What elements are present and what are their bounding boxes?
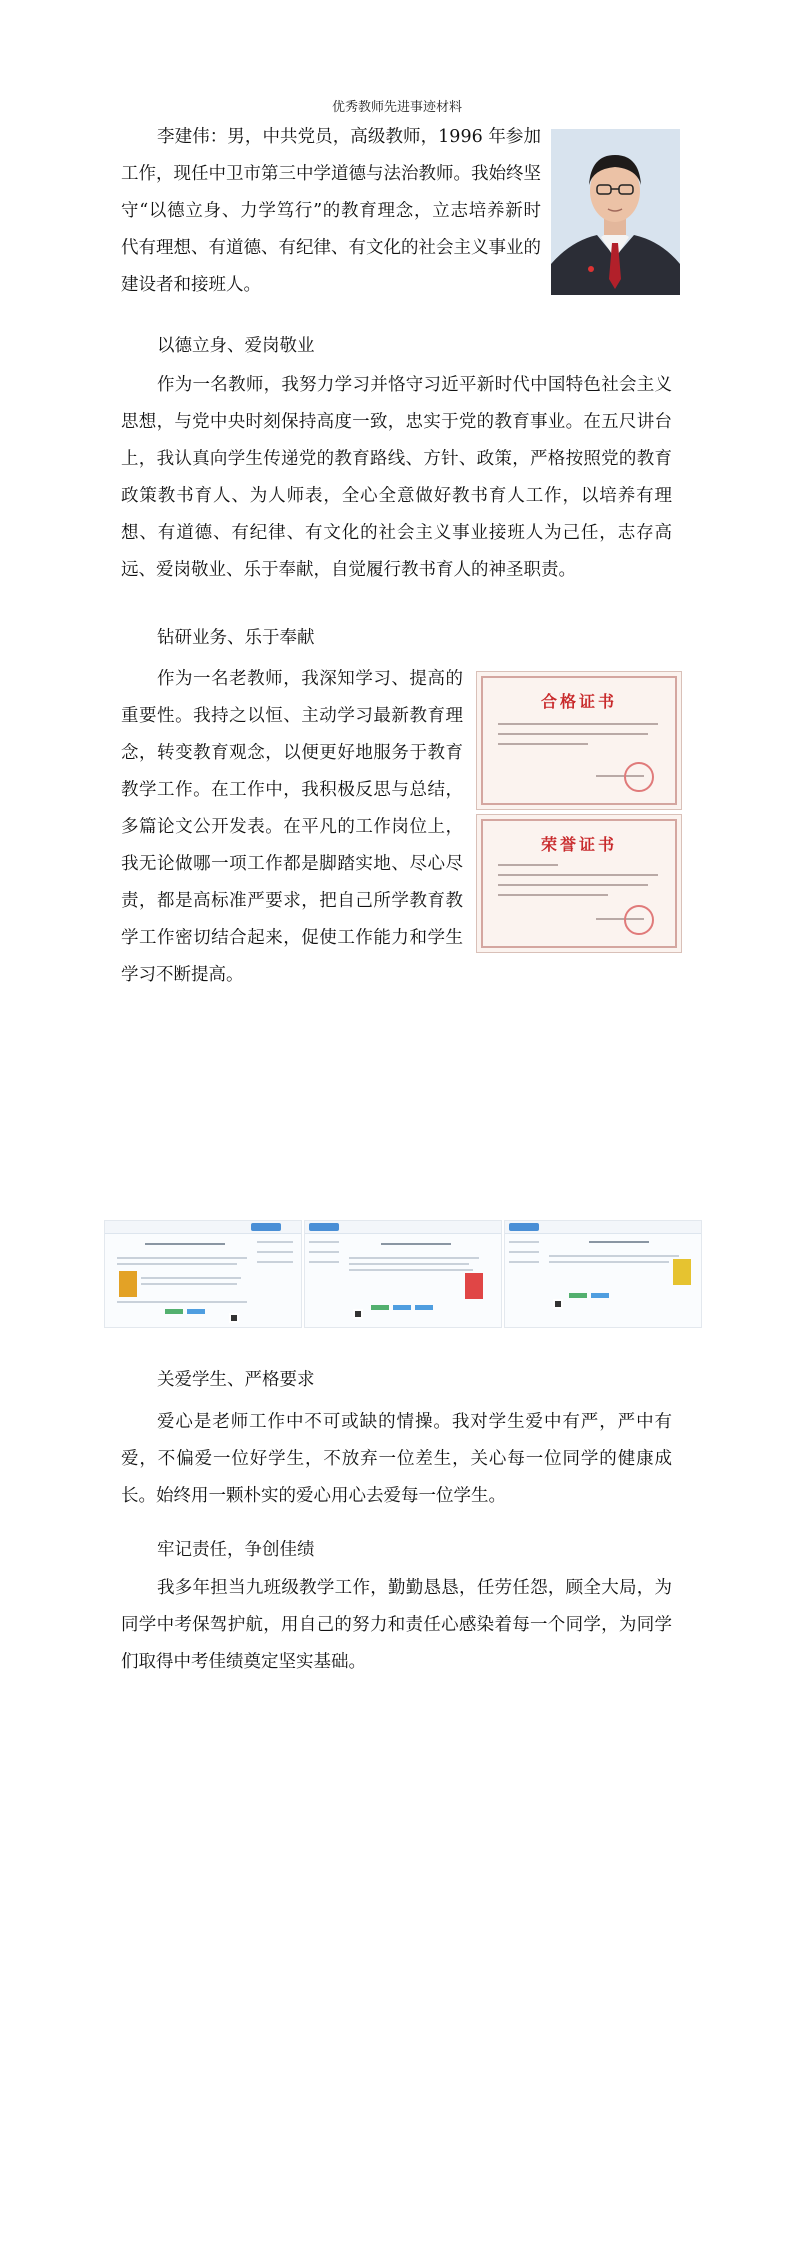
section-heading-4: 牢记责任，争创佳绩 [157, 1540, 315, 1560]
portrait-photo [551, 129, 680, 295]
certificate-images [476, 671, 682, 953]
publication-screenshot-1 [104, 1220, 302, 1328]
certificate-qualification [476, 671, 682, 810]
page-title: 优秀教师先进事迹材料 [331, 100, 462, 115]
intro-paragraph: 李建伟：男，中共党员，高级教师，1996 年参加工作，现任中卫市第三中学道德与法治教师。我始终坚守“以德立身、力学笃行”的教育理念，立志培养新时代有理想、有道德、有纪律、有文化的社会主义事业的建设者和接班人。 [121, 127, 541, 295]
section-heading-3: 关爱学生、严格要求 [157, 1370, 315, 1390]
publication-screenshots [104, 1220, 700, 1326]
section-body-3: 爱心是老师工作中不可或缺的情操。我对学生爱中有严，严中有爱，不偏爱一位好学生，不放弃一位差生，关心每一位同学的健康成长。始终用一颗朴实的爱心用心去爱每一位学生。 [121, 1412, 672, 1506]
publication-screenshot-2 [304, 1220, 502, 1328]
publication-screenshot-3 [504, 1220, 702, 1328]
certificate-title: 荣誉证书 [540, 835, 617, 854]
section-heading-2: 钻研业务、乐于奉献 [157, 628, 315, 648]
section-body-4: 我多年担当九班级教学工作，勤勤恳恳，任劳任怨，顾全大局，为同学中考保驾护航，用自己的努力和责任心感染着每一个同学，为同学们取得中考佳绩奠定坚实基础。 [121, 1578, 672, 1672]
certificate-title: 合格证书 [540, 692, 617, 711]
section-body-2: 作为一名老教师，我深知学习、提高的重要性。我持之以恒、主动学习最新教育理念，转变教育观念，以便更好地服务于教育教学工作。在工作中，我积极反思与总结，多篇论文公开发表。在平凡的工作岗位上，我无论做哪一项工作都是脚踏实地、尽心尽责，都是高标准严要求，把自己所学教育教学工作密切结合起来，促使工作能力和学生学习不断提高。 [121, 669, 463, 985]
seal-icon [624, 905, 654, 935]
certificate-honor [476, 814, 682, 953]
seal-icon [624, 762, 654, 792]
section-heading-1: 以德立身、爱岗敬业 [157, 336, 315, 356]
section-body-1: 作为一名教师，我努力学习并恪守习近平新时代中国特色社会主义思想，与党中央时刻保持高度一致，忠实于党的教育事业。在五尺讲台上，我认真向学生传递党的教育路线、方针、政策，严格按照党的教育政策教书育人、为人师表，全心全意做好教书育人工作，以培养有理想、有道德、有纪律、有文化的社会主义事业接班人为己任，志存高远、爱岗敬业、乐于奉献，自觉履行教书育人的神圣职责。 [121, 375, 672, 580]
